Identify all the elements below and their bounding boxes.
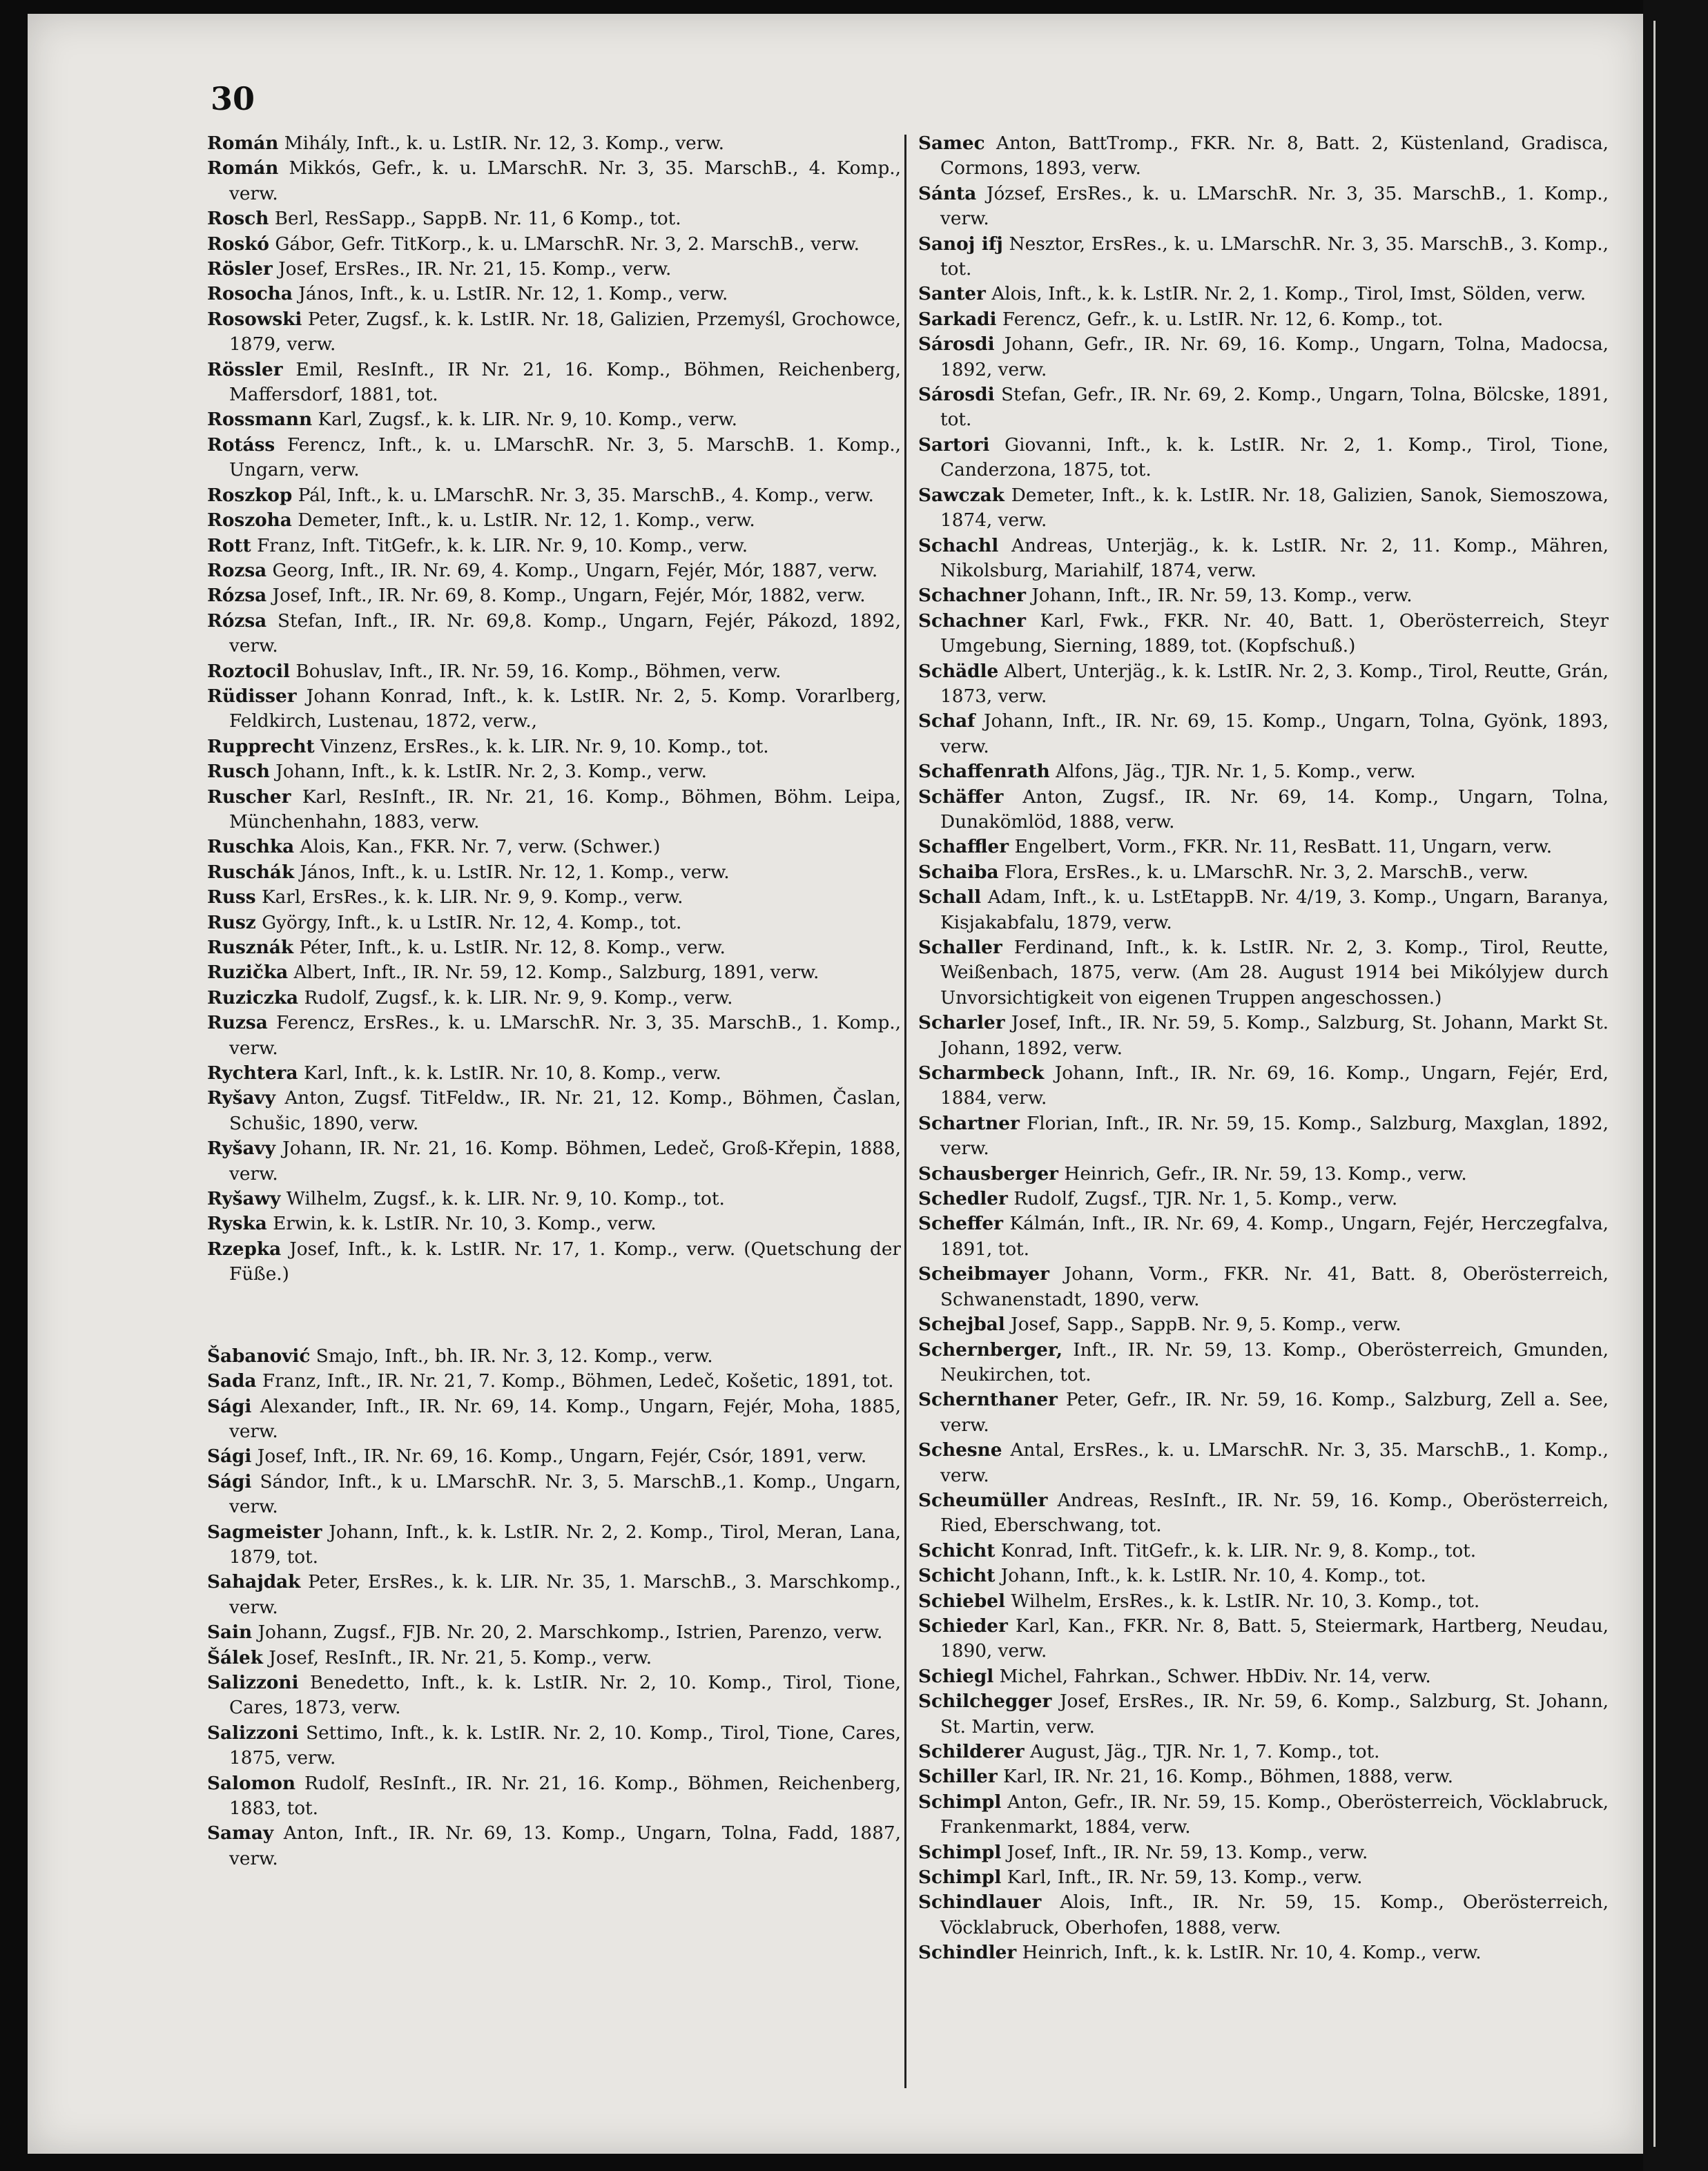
entry-details: Demeter, Inft., k. u. LstIR. Nr. 12, 1. Komp., verw. xyxy=(298,510,755,532)
entry-details: Sándor, Inft., k u. LMarschR. Nr. 3, 5. MarschB.,1. Komp., Ungarn, verw. xyxy=(229,1471,901,1518)
entry-details: Stefan, Inft., IR. Nr. 69,8. Komp., Ungarn, Fejér, Pákozd, 1892, verw. xyxy=(229,610,901,657)
entry-surname: Roztocil xyxy=(207,660,291,682)
list-entry xyxy=(918,835,1609,859)
entry-surname: Rosocha xyxy=(207,283,293,305)
entry-surname: Schimpl xyxy=(918,1791,1002,1813)
entry-details: Florian, Inft., IR. Nr. 59, 15. Komp., Salzburg, Maxglan, 1892, verw. xyxy=(940,1113,1609,1160)
entry-details: Josef, Inft., IR. Nr. 69, 16. Komp., Ungarn, Fejér, Csór, 1891, verw. xyxy=(257,1446,867,1468)
list-entry xyxy=(207,1620,901,1645)
section-gap xyxy=(207,1287,901,1344)
list-entry xyxy=(918,1865,1609,1890)
entry-details: Peter, Gefr., IR. Nr. 59, 16. Komp., Salzburg, Zell a. See, verw. xyxy=(940,1390,1609,1436)
list-entry xyxy=(918,534,1609,584)
entry-details: Engelbert, Vorm., FKR. Nr. 11, ResBatt. 11, Ungarn, verw. xyxy=(1014,837,1553,858)
entry-surname: Salizzoni xyxy=(207,1722,299,1744)
list-entry xyxy=(207,508,901,533)
entry-details: Andreas, ResInft., IR. Nr. 59, 16. Komp., Oberösterreich, Ried, Eberschwang, tot. xyxy=(940,1490,1609,1537)
entry-surname: Sági xyxy=(207,1445,252,1468)
list-entry xyxy=(207,206,901,231)
list-entry xyxy=(207,759,901,784)
list-entry xyxy=(207,1470,901,1520)
entry-surname: Schaller xyxy=(918,937,1002,958)
list-entry xyxy=(918,1890,1609,1940)
entry-details: Albert, Unterjäg., k. k. LstIR. Nr. 2, 3. Komp., Tirol, Reutte, Grán, 1873, verw. xyxy=(940,661,1609,707)
list-entry xyxy=(918,483,1609,534)
entry-details: Smajo, Inft., bh. IR. Nr. 3, 12. Komp., verw. xyxy=(316,1345,713,1367)
entry-details: Josef, Sapp., SappB. Nr. 9, 5. Komp., verw. xyxy=(1011,1314,1401,1336)
entry-surname: Schimpl xyxy=(918,1867,1002,1889)
page-edge-line xyxy=(1653,21,1656,2147)
entry-surname: Schindlauer xyxy=(918,1891,1042,1914)
list-entry xyxy=(918,1061,1609,1111)
entry-details: Alois, Kan., FKR. Nr. 7, verw. (Schwer.) xyxy=(300,837,661,858)
list-entry xyxy=(918,1539,1609,1564)
entry-surname: Schejbal xyxy=(918,1314,1005,1336)
entry-details: Karl, IR. Nr. 21, 16. Komp., Böhmen, 1888, verw. xyxy=(1003,1766,1453,1788)
entry-surname: Schieder xyxy=(918,1615,1008,1637)
entry-surname: Schilchegger xyxy=(918,1691,1052,1713)
entry-surname: Rossmann xyxy=(207,409,313,431)
entry-surname: Schesne xyxy=(918,1439,1002,1461)
entry-surname: Sanoj ifj xyxy=(918,233,1003,255)
entry-details: Josef, ErsRes., IR. Nr. 21, 15. Komp., verw. xyxy=(278,259,672,280)
entry-surname: Schedler xyxy=(918,1188,1008,1210)
entry-details: Antal, ErsRes., k. u. LMarschR. Nr. 3, 35. MarschB., 1. Komp., verw. xyxy=(940,1440,1609,1486)
entry-surname: Rusznák xyxy=(207,937,294,958)
entry-surname: Rosowski xyxy=(207,308,302,330)
entry-surname: Rozsa xyxy=(207,559,267,581)
list-entry xyxy=(207,1771,901,1822)
entry-details: Franz, Inft. TitGefr., k. k. LIR. Nr. 9, 10. Komp., verw. xyxy=(257,535,748,556)
entry-surname: Schiebel xyxy=(918,1590,1005,1612)
list-entry xyxy=(918,131,1609,182)
entry-surname: Rózsa xyxy=(207,610,267,632)
entry-details: Andreas, Unterjäg., k. k. LstIR. Nr. 2, 11. Komp., Mähren, Nikolsburg, Mariahilf, 1874, verw. xyxy=(940,535,1609,581)
entry-details: Karl, Inft., IR. Nr. 59, 13. Komp., verw. xyxy=(1007,1867,1363,1889)
list-entry xyxy=(207,1011,901,1061)
entry-details: Kálmán, Inft., IR. Nr. 69, 4. Komp., Ungarn, Fejér, Herczegfalva, 1891, tot. xyxy=(940,1214,1609,1260)
list-entry xyxy=(207,282,901,306)
entry-details: Erwin, k. k. LstIR. Nr. 10, 3. Komp., verw. xyxy=(273,1214,657,1235)
list-entry xyxy=(207,1520,901,1570)
right-column xyxy=(918,131,1609,1966)
entry-surname: Scheffer xyxy=(918,1213,1004,1235)
entry-surname: Sarkadi xyxy=(918,308,997,330)
entry-surname: Rychtera xyxy=(207,1062,298,1084)
list-entry xyxy=(207,935,901,960)
entry-details: Vinzenz, ErsRes., k. k. LIR. Nr. 9, 10. Komp., tot. xyxy=(320,736,769,757)
list-entry xyxy=(918,1388,1609,1438)
list-entry xyxy=(207,257,901,282)
entry-details: Michel, Fahrkan., Schwer. HbDiv. Nr. 14, verw. xyxy=(999,1666,1431,1687)
entry-surname: Sain xyxy=(207,1622,253,1644)
entry-surname: Schernberger, xyxy=(918,1338,1063,1361)
list-entry xyxy=(207,307,901,358)
entry-details: Peter, ErsRes., k. k. LIR. Nr. 35, 1. MarschB., 3. Marschkomp., verw. xyxy=(229,1572,902,1618)
entry-surname: Schicht xyxy=(918,1565,996,1587)
list-entry xyxy=(918,759,1609,784)
list-entry xyxy=(918,1262,1609,1312)
list-entry xyxy=(207,1369,901,1394)
list-entry xyxy=(207,483,901,508)
list-entry xyxy=(207,1821,901,1871)
list-entry xyxy=(207,659,901,684)
entry-surname: Roskó xyxy=(207,233,269,255)
list-entry xyxy=(207,1344,901,1369)
entry-details: Mikkós, Gefr., k. u. LMarschR. Nr. 3, 35. MarschB., 4. Komp., verw. xyxy=(229,158,901,204)
entry-details: Heinrich, Gefr., IR. Nr. 59, 13. Komp., verw. xyxy=(1064,1163,1467,1185)
list-entry xyxy=(918,1338,1609,1388)
list-entry xyxy=(918,583,1609,608)
entry-details: Karl, Inft., k. k. LstIR. Nr. 10, 8. Komp., verw. xyxy=(303,1063,721,1084)
list-entry xyxy=(918,1312,1609,1337)
list-entry xyxy=(918,1162,1609,1187)
entry-surname: Scharmbeck xyxy=(918,1062,1045,1084)
list-entry xyxy=(918,1764,1609,1789)
column-divider xyxy=(904,135,906,2088)
list-entry xyxy=(207,534,901,558)
entry-surname: Sárosdi xyxy=(918,333,995,356)
entry-details: Karl, ErsRes., k. k. LIR. Nr. 9, 9. Komp., verw. xyxy=(261,887,683,908)
entry-surname: Ryšavy xyxy=(207,1138,276,1160)
list-entry xyxy=(207,1671,901,1721)
entry-surname: Samec xyxy=(918,133,985,154)
entry-details: János, Inft., k. u. LstIR. Nr. 12, 1. Komp., verw. xyxy=(298,284,728,305)
list-entry xyxy=(918,1589,1609,1614)
entry-surname: Schachner xyxy=(918,610,1026,632)
entry-surname: Ruziczka xyxy=(207,986,299,1009)
entry-surname: Schartner xyxy=(918,1112,1020,1134)
entry-details: Nesztor, ErsRes., k. u. LMarschR. Nr. 3, 35. MarschB., 3. Komp., tot. xyxy=(940,233,1609,280)
list-entry xyxy=(918,1940,1609,1965)
entry-details: Bohuslav, Inft., IR. Nr. 59, 16. Komp., Böhmen, verw. xyxy=(295,661,782,682)
entry-surname: Rüdisser xyxy=(207,685,297,707)
entry-details: Karl, Kan., FKR. Nr. 8, Batt. 5, Steiermark, Hartberg, Neudau, 1890, verw. xyxy=(940,1615,1609,1662)
entry-details: Rudolf, ResInft., IR. Nr. 21, 16. Komp., Böhmen, Reichenberg, 1883, tot. xyxy=(229,1773,901,1819)
entry-surname: Rzepka xyxy=(207,1238,282,1260)
entry-surname: Scheumüller xyxy=(918,1489,1048,1511)
entry-details: Johann, Inft., k. k. LstIR. Nr. 2, 2. Komp., Tirol, Meran, Lana, 1879, tot. xyxy=(229,1521,902,1568)
entry-surname: Rosch xyxy=(207,208,269,230)
entry-surname: Schaffenrath xyxy=(918,761,1050,783)
list-entry xyxy=(207,1721,901,1771)
entry-surname: Sági xyxy=(207,1395,252,1417)
entry-details: Stefan, Gefr., IR. Nr. 69, 2. Komp., Ungarn, Tolna, Bölcske, 1891, tot. xyxy=(940,384,1609,431)
entry-details: Alois, Inft., k. k. LstIR. Nr. 2, 1. Komp., Tirol, Imst, Sölden, verw. xyxy=(991,284,1586,305)
entry-details: Karl, Zugsf., k. k. LIR. Nr. 9, 10. Komp., verw. xyxy=(318,409,737,431)
list-entry xyxy=(918,1438,1609,1488)
entry-surname: Sárosdi xyxy=(918,384,995,406)
entry-surname: Šálek xyxy=(207,1646,263,1668)
entry-details: Anton, Zugsf., IR. Nr. 69, 14. Komp., Ungarn, Tolna, Dunakömlöd, 1888, verw. xyxy=(940,786,1609,833)
entry-details: Benedetto, Inft., k. k. LstIR. Nr. 2, 10. Komp., Tirol, Tione, Cares, 1873, verw. xyxy=(229,1672,902,1719)
list-entry xyxy=(207,1061,901,1086)
entry-surname: Ruschka xyxy=(207,836,295,858)
list-entry xyxy=(207,911,901,935)
entry-surname: Salizzoni xyxy=(207,1671,299,1693)
entry-details: Adam, Inft., k. u. LstEtappB. Nr. 4/19, 3. Komp., Ungarn, Baranya, Kisjakabfalu, 1879, verw. xyxy=(940,887,1609,933)
entry-surname: Santer xyxy=(918,283,986,305)
list-entry xyxy=(207,1211,901,1236)
entry-details: József, ErsRes., k. u. LMarschR. Nr. 3, 35. MarschB., 1. Komp., verw. xyxy=(940,183,1609,230)
entry-details: Johann Konrad, Inft., k. k. LstIR. Nr. 2, 5. Komp. Vorarlberg, Feldkirch, Lustenau, 1872, verw., xyxy=(229,685,902,732)
list-entry xyxy=(918,182,1609,232)
page-number: 30 xyxy=(211,80,255,117)
entry-details: Johann, Inft., k. k. LstIR. Nr. 2, 3. Komp., verw. xyxy=(275,761,707,783)
entry-details: János, Inft., k. u. LstIR. Nr. 12, 1. Komp., verw. xyxy=(300,861,730,883)
entry-surname: Sahajdak xyxy=(207,1571,301,1593)
entry-surname: Ryska xyxy=(207,1213,267,1235)
list-entry xyxy=(207,583,901,608)
entry-surname: Ruschák xyxy=(207,861,295,883)
entry-surname: Ruzička xyxy=(207,962,289,984)
entry-details: Peter, Zugsf., k. k. LstIR. Nr. 18, Galizien, Przemyśl, Grochowce, 1879, verw. xyxy=(229,309,901,356)
entry-surname: Salomon xyxy=(207,1772,296,1794)
entry-details: Josef, ResInft., IR. Nr. 21, 5. Komp., verw. xyxy=(269,1647,652,1668)
entry-surname: Schachl xyxy=(918,534,999,556)
entry-details: Johann, Vorm., FKR. Nr. 41, Batt. 8, Oberösterreich, Schwanenstadt, 1890, verw. xyxy=(940,1264,1609,1310)
entry-surname: Rotáss xyxy=(207,434,275,456)
list-entry xyxy=(207,358,901,408)
list-entry xyxy=(207,558,901,583)
entry-surname: Rózsa xyxy=(207,585,267,607)
entry-details: Pál, Inft., k. u. LMarschR. Nr. 3, 35. MarschB., 4. Komp., verw. xyxy=(298,485,874,506)
entry-surname: Rupprecht xyxy=(207,735,315,757)
list-entry xyxy=(918,885,1609,935)
entry-surname: Sánta xyxy=(918,182,977,204)
list-entry xyxy=(918,1111,1609,1162)
entry-surname: Schachner xyxy=(918,585,1026,607)
list-entry xyxy=(918,307,1609,332)
entry-details: Wilhelm, ErsRes., k. k. LstIR. Nr. 10, 3. Komp., tot. xyxy=(1011,1590,1480,1612)
list-entry xyxy=(918,1564,1609,1588)
list-entry xyxy=(207,1444,901,1469)
entry-surname: Sada xyxy=(207,1370,257,1392)
entry-details: Karl, ResInft., IR. Nr. 21, 16. Komp., Böhmen, Böhm. Leipa, Münchenhahn, 1883, verw. xyxy=(229,786,901,833)
left-column xyxy=(207,131,901,1871)
list-entry xyxy=(918,860,1609,885)
list-entry xyxy=(207,785,901,835)
entry-details: György, Inft., k. u LstIR. Nr. 12, 4. Komp., tot. xyxy=(262,912,682,933)
entry-surname: Samay xyxy=(207,1822,274,1844)
list-entry xyxy=(207,131,901,156)
list-entry xyxy=(918,609,1609,659)
list-entry xyxy=(918,935,1609,1011)
entry-details: Johann, IR. Nr. 21, 16. Komp. Böhmen, Ledeč, Groß-Křepin, 1888, verw. xyxy=(229,1138,901,1185)
entry-surname: Ruzsa xyxy=(207,1012,268,1034)
entry-details: Settimo, Inft., k. k. LstIR. Nr. 2, 10. Komp., Tirol, Tione, Cares, 1875, verw. xyxy=(229,1722,901,1769)
list-entry xyxy=(207,232,901,257)
entry-details: Anton, BattTromp., FKR. Nr. 8, Batt. 2, Küstenland, Gradisca, Cormons, 1893, verw. xyxy=(940,133,1609,179)
entry-surname: Schäffer xyxy=(918,786,1004,808)
entry-surname: Schausberger xyxy=(918,1162,1059,1185)
list-entry xyxy=(918,1689,1609,1740)
list-entry xyxy=(207,1187,901,1211)
entry-details: Heinrich, Inft., k. k. LstIR. Nr. 10, 4. Komp., verw. xyxy=(1022,1943,1482,1964)
list-entry xyxy=(207,1646,901,1671)
entry-details: Berl, ResSapp., SappB. Nr. 11, 6 Komp., tot. xyxy=(274,208,681,230)
list-entry xyxy=(207,734,901,759)
entry-surname: Schaffler xyxy=(918,836,1009,858)
entry-surname: Schaiba xyxy=(918,861,999,883)
entry-details: August, Jäg., TJR. Nr. 1, 7. Komp., tot. xyxy=(1030,1742,1380,1762)
entry-details: Johann, Inft., IR. Nr. 59, 13. Komp., verw. xyxy=(1031,585,1413,607)
list-entry xyxy=(207,156,901,206)
entry-surname: Schädle xyxy=(918,660,999,682)
list-entry xyxy=(918,1614,1609,1664)
list-entry xyxy=(207,609,901,659)
entry-details: Alfons, Jäg., TJR. Nr. 1, 5. Komp., verw. xyxy=(1056,761,1416,783)
entry-surname: Schernthaner xyxy=(918,1389,1058,1411)
list-entry xyxy=(918,332,1609,382)
entry-details: Anton, Gefr., IR. Nr. 59, 15. Komp., Oberösterreich, Vöcklabruck, Frankenmarkt, 1884, verw. xyxy=(940,1791,1609,1838)
entry-details: Georg, Inft., IR. Nr. 69, 4. Komp., Ungarn, Fejér, Mór, 1887, verw. xyxy=(272,560,878,581)
entry-surname: Rössler xyxy=(207,358,283,380)
entry-surname: Ryšavy xyxy=(207,1087,276,1109)
list-entry xyxy=(207,1086,901,1136)
entry-details: Johann, Zugsf., FJB. Nr. 20, 2. Marschkomp., Istrien, Parenzo, verw. xyxy=(258,1622,883,1644)
entry-details: Josef, Inft., k. k. LstIR. Nr. 17, 1. Komp., verw. (Quetschung der Füße.) xyxy=(229,1238,901,1285)
entry-details: Rudolf, Zugsf., k. k. LIR. Nr. 9, 9. Komp., verw. xyxy=(304,987,733,1009)
entry-surname: Schindler xyxy=(918,1942,1017,1964)
entry-details: Karl, Fwk., FKR. Nr. 40, Batt. 1, Oberösterreich, Steyr Umgebung, Sierning, 1889, tot. (Kopfschuß.) xyxy=(940,610,1609,657)
list-entry xyxy=(918,1488,1609,1539)
entry-details: Alois, Inft., IR. Nr. 59, 15. Komp., Oberösterreich, Vöcklabruck, Oberhofen, 1888, verw. xyxy=(940,1892,1609,1938)
entry-details: Demeter, Inft., k. k. LstIR. Nr. 18, Galizien, Sanok, Siemoszowa, 1874, verw. xyxy=(940,485,1609,532)
entry-details: Emil, ResInft., IR Nr. 21, 16. Komp., Böhmen, Reichenberg, Maffersdorf, 1881, tot. xyxy=(229,359,902,406)
entry-surname: Sartori xyxy=(918,434,990,456)
list-entry xyxy=(207,433,901,483)
entry-surname: Ruscher xyxy=(207,786,291,808)
list-entry xyxy=(207,1237,901,1287)
list-entry xyxy=(918,282,1609,306)
entry-surname: Schimpl xyxy=(918,1841,1002,1863)
list-entry xyxy=(207,986,901,1011)
entry-details: Anton, Inft., IR. Nr. 69, 13. Komp., Ungarn, Tolna, Fadd, 1887, verw. xyxy=(229,1823,901,1869)
entry-surname: Sagmeister xyxy=(207,1521,322,1543)
entry-details: Ferencz, ErsRes., k. u. LMarschR. Nr. 3, 35. MarschB., 1. Komp., verw. xyxy=(229,1013,902,1059)
entry-details: Josef, ErsRes., IR. Nr. 59, 6. Komp., Salzburg, St. Johann, St. Martin, verw. xyxy=(940,1691,1609,1737)
list-entry xyxy=(918,1790,1609,1840)
list-entry xyxy=(207,684,901,734)
entry-surname: Schiegl xyxy=(918,1665,994,1687)
list-entry xyxy=(207,1394,901,1445)
entry-details: Anton, Zugsf. TitFeldw., IR. Nr. 21, 12. Komp., Böhmen, Časlan, Schušic, 1890, verw. xyxy=(229,1088,901,1134)
list-entry xyxy=(918,1664,1609,1689)
entry-surname: Schiller xyxy=(918,1766,998,1788)
entry-details: Giovanni, Inft., k. k. LstIR. Nr. 2, 1. Komp., Tirol, Tione, Canderzona, 1875, tot. xyxy=(940,434,1609,481)
entry-surname: Román xyxy=(207,133,279,154)
list-entry xyxy=(918,709,1609,759)
list-entry xyxy=(207,1570,901,1620)
entry-details: Johann, Inft., k. k. LstIR. Nr. 10, 4. Komp., tot. xyxy=(1000,1566,1426,1587)
list-entry xyxy=(207,960,901,985)
entry-surname: Schall xyxy=(918,886,982,908)
list-entry xyxy=(918,1211,1609,1262)
entry-details: Konrad, Inft. TitGefr., k. k. LIR. Nr. 9, 8. Komp., tot. xyxy=(1000,1540,1477,1561)
list-entry xyxy=(918,232,1609,282)
entry-details: Ferencz, Gefr., k. u. LstIR. Nr. 12, 6. Komp., tot. xyxy=(1002,309,1444,330)
list-entry xyxy=(918,1011,1609,1061)
entry-surname: Sági xyxy=(207,1470,252,1492)
entry-surname: Rösler xyxy=(207,258,273,280)
entry-details: Josef, Inft., IR. Nr. 69, 8. Komp., Ungarn, Fejér, Mór, 1882, verw. xyxy=(272,585,866,607)
entry-details: Gábor, Gefr. TitKorp., k. u. LMarschR. Nr. 3, 2. MarschB., verw. xyxy=(275,233,860,255)
list-entry xyxy=(918,1740,1609,1764)
entry-details: Josef, Inft., IR. Nr. 59, 5. Komp., Salzburg, St. Johann, Markt St. Johann, 1892, verw. xyxy=(940,1013,1609,1059)
entry-details: Rudolf, Zugsf., TJR. Nr. 1, 5. Komp., verw. xyxy=(1013,1189,1398,1210)
entry-surname: Scheibmayer xyxy=(918,1263,1049,1285)
list-entry xyxy=(918,433,1609,483)
entry-surname: Ryšawy xyxy=(207,1188,281,1210)
entry-details: Albert, Inft., IR. Nr. 59, 12. Komp., Salzburg, 1891, verw. xyxy=(293,962,819,984)
entry-details: Inft., IR. Nr. 59, 13. Komp., Oberösterreich, Gmunden, Neukirchen, tot. xyxy=(940,1339,1609,1385)
list-entry xyxy=(918,659,1609,710)
entry-surname: Šabanović xyxy=(207,1345,311,1367)
entry-surname: Russ xyxy=(207,886,256,908)
entry-details: Wilhelm, Zugsf., k. k. LIR. Nr. 9, 10. Komp., tot. xyxy=(286,1189,725,1210)
entry-details: Josef, Inft., IR. Nr. 59, 13. Komp., verw. xyxy=(1007,1842,1368,1863)
entry-details: Johann, Inft., IR. Nr. 69, 16. Komp., Ungarn, Fejér, Erd, 1884, verw. xyxy=(940,1063,1609,1109)
entry-surname: Román xyxy=(207,157,279,179)
entry-details: Franz, Inft., IR. Nr. 21, 7. Komp., Böhmen, Ledeč, Košetic, 1891, tot. xyxy=(262,1371,894,1392)
entry-surname: Rott xyxy=(207,534,251,556)
list-entry xyxy=(207,1136,901,1187)
entry-surname: Scharler xyxy=(918,1012,1005,1034)
entry-details: Ferdinand, Inft., k. k. LstIR. Nr. 2, 3. Komp., Tirol, Reutte, Weißenbach, 1875, verw. (Am 28. August 1914 bei Mikólyjew durch Unvorsichtigkeit von eigenen Truppen angeschossen.) xyxy=(940,937,1609,1009)
list-entry xyxy=(207,885,901,910)
entry-details: Flora, ErsRes., k. u. LMarschR. Nr. 3, 2. MarschB., verw. xyxy=(1004,861,1529,883)
entry-surname: Roszoha xyxy=(207,509,292,532)
entry-details: Johann, Inft., IR. Nr. 69, 15. Komp., Ungarn, Tolna, Gyönk, 1893, verw. xyxy=(940,711,1609,757)
list-entry xyxy=(207,407,901,432)
list-entry xyxy=(918,382,1609,433)
list-entry xyxy=(207,860,901,885)
entry-surname: Sawczak xyxy=(918,484,1005,506)
entry-details: Alexander, Inft., IR. Nr. 69, 14. Komp., Ungarn, Fejér, Moha, 1885, verw. xyxy=(229,1396,901,1442)
list-entry xyxy=(918,1840,1609,1865)
entry-surname: Schaf xyxy=(918,710,976,732)
list-entry xyxy=(918,1187,1609,1211)
entry-details: Mihály, Inft., k. u. LstIR. Nr. 12, 3. Komp., verw. xyxy=(284,133,725,154)
entry-details: Ferencz, Inft., k. u. LMarschR. Nr. 3, 5. MarschB. 1. Komp., Ungarn, verw. xyxy=(229,434,902,481)
list-entry xyxy=(207,835,901,859)
entry-surname: Schicht xyxy=(918,1539,996,1561)
entry-details: Péter, Inft., k. u. LstIR. Nr. 12, 8. Komp., verw. xyxy=(299,937,726,958)
entry-surname: Roszkop xyxy=(207,484,293,506)
entry-details: Johann, Gefr., IR. Nr. 69, 16. Komp., Ungarn, Tolna, Madocsa, 1892, verw. xyxy=(940,334,1609,380)
entry-surname: Rusch xyxy=(207,761,270,783)
entry-surname: Schilderer xyxy=(918,1741,1025,1762)
entry-surname: Rusz xyxy=(207,911,256,933)
list-entry xyxy=(918,785,1609,835)
